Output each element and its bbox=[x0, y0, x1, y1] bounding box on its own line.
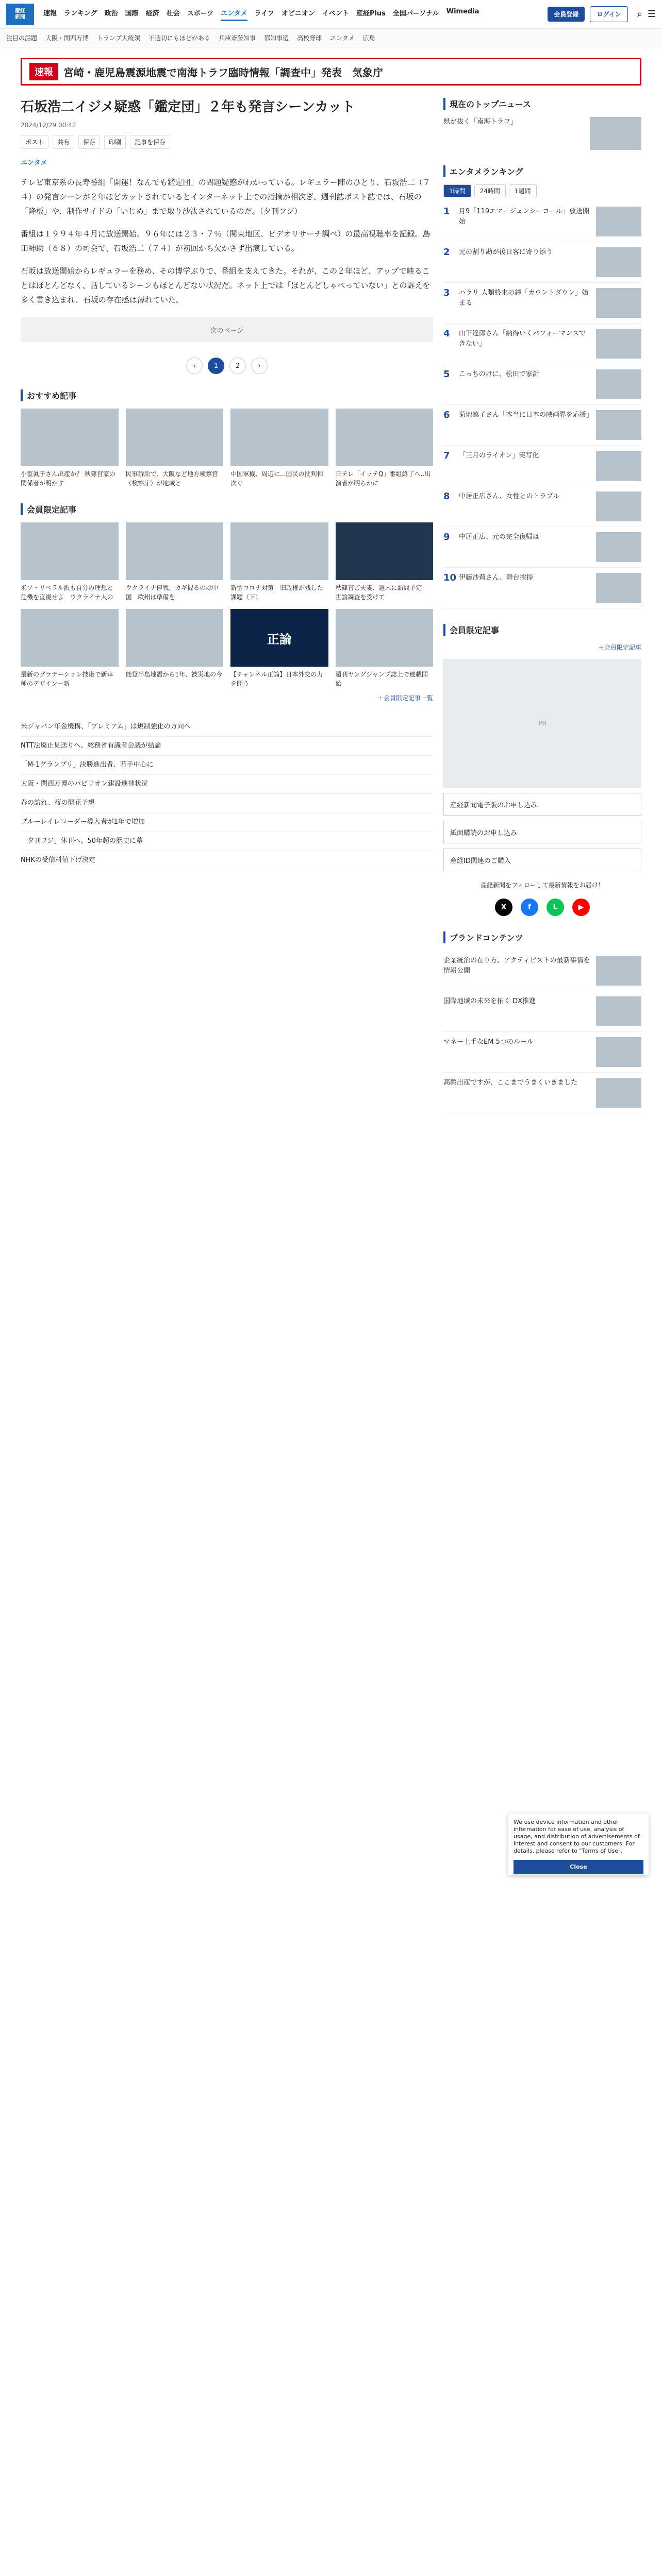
share-button[interactable]: 共有 bbox=[53, 135, 74, 149]
tab-24h[interactable]: 24時間 bbox=[474, 184, 506, 197]
member-ranking-more[interactable]: ＋会員限定記事 bbox=[598, 644, 641, 651]
member-card[interactable]: 正論 【チャンネル正論】日本外交の力を問う bbox=[230, 609, 328, 688]
nav-item[interactable]: ライフ bbox=[254, 9, 274, 18]
ranking-item[interactable]: 1 月9「119エマージェンシーコール」放送開始 bbox=[443, 201, 641, 242]
list-item[interactable]: 大阪・関西万博のパビリオン建設進捗状況 bbox=[21, 775, 433, 794]
print-button[interactable]: 印刷 bbox=[104, 135, 126, 149]
ranking-item[interactable]: 10 伊藤沙莉さん、舞台挨拶 bbox=[443, 568, 641, 608]
global-nav bbox=[43, 8, 542, 21]
nav-item-entame[interactable]: エンタメ bbox=[221, 8, 247, 21]
member-card[interactable]: ウクライナ停戦、カギ握るのは中国 欧州は準備を bbox=[126, 522, 224, 602]
nav-item[interactable]: 社会 bbox=[166, 9, 180, 18]
next-page-button[interactable]: 次のページ bbox=[21, 317, 433, 342]
subnav-item[interactable]: 都知事選 bbox=[264, 35, 289, 42]
site-logo[interactable]: 産経 新聞 bbox=[6, 4, 34, 25]
youtube-icon[interactable]: ▶ bbox=[572, 899, 590, 916]
cookie-banner bbox=[508, 1814, 649, 1875]
article-paragraph: テレビ東京系の長寿番組「開運！なんでも鑑定団」の問題疑惑がわかっている。レギュラー陣のひとり、石坂浩二（７４）の発言シーンが２年ほどカットされているとインターネット上での指摘が相次ぎ、週刊誌ポスト誌では、石坂の「降板」や、制作サイドの「いじめ」まで取り沙汰されているのだ。（夕刊フジ） bbox=[21, 178, 431, 216]
list-item[interactable]: NTT法廃止見送りへ、総務省有識者会議が結論 bbox=[21, 737, 433, 756]
nav-item[interactable]: 全国パーソナル bbox=[392, 9, 439, 18]
ranking-item[interactable]: 5 こっちのけに、松田で家計 bbox=[443, 364, 641, 405]
subnav-item[interactable]: 広島 bbox=[362, 35, 375, 42]
main-column bbox=[21, 98, 433, 870]
x-icon[interactable]: X bbox=[495, 899, 512, 916]
tab-1w[interactable]: 1週間 bbox=[509, 184, 537, 197]
nav-item[interactable]: 速報 bbox=[43, 9, 57, 18]
member-card[interactable]: 米ソ・リベラル派も自分の理想と危機を直視せよ ウクライナ人の bbox=[21, 522, 119, 602]
login-button[interactable]: ログイン bbox=[590, 6, 627, 22]
subnav-item[interactable]: 大阪・関西万博 bbox=[45, 35, 89, 42]
member-card[interactable]: 秋篠宮ご夫妻、週末に訪問予定 世論調査を受けて bbox=[336, 522, 434, 602]
list-item[interactable]: NHKの受信料値下げ決定 bbox=[21, 851, 433, 870]
ranking-header: エンタメランキング bbox=[443, 165, 641, 177]
nav-item[interactable]: Wimedia bbox=[446, 7, 479, 15]
nav-item[interactable]: 経済 bbox=[145, 9, 159, 18]
member-card[interactable]: 能登半島地震から1年、被災地の今 bbox=[126, 609, 224, 688]
nav-item[interactable]: イベント bbox=[322, 9, 349, 18]
ranking-item[interactable]: 7 「三月のライオン」実写化 bbox=[443, 446, 641, 486]
article-body bbox=[21, 175, 433, 307]
sankei-id-button[interactable]: 産経ID関連のご購入 bbox=[443, 849, 641, 871]
pagination bbox=[21, 358, 433, 374]
member-ranking-header: 会員限定記事 bbox=[443, 624, 641, 636]
nav-item[interactable]: スポーツ bbox=[187, 9, 214, 18]
sub-nav bbox=[0, 29, 662, 47]
member-card[interactable]: 週刊ヤングジャンプ誌上で連載開始 bbox=[336, 609, 434, 688]
brand-item[interactable]: 高齢出産ですが、ここまでうまくいきました bbox=[443, 1073, 641, 1113]
ranking-tabs bbox=[443, 184, 641, 197]
list-item[interactable]: ブルーレイレコーダー導入者が1年で増加 bbox=[21, 813, 433, 832]
brand-item[interactable]: マネー上手なEM 5つのルール bbox=[443, 1032, 641, 1073]
list-item[interactable]: 「夕刊フジ」休刊へ。50年超の歴史に幕 bbox=[21, 832, 433, 851]
recommend-card[interactable]: 小室眞子さん出産か？ 秋篠宮家の関係者が明かす bbox=[21, 409, 119, 488]
recommend-card[interactable]: 日テレ「イッテQ」番組終了へ..出演者が明らかに bbox=[336, 409, 434, 488]
member-section-header: 会員限定記事 bbox=[21, 503, 433, 515]
breaking-tag: 速報 bbox=[29, 63, 58, 80]
sns-links bbox=[443, 899, 641, 916]
ad-slot[interactable]: PR bbox=[443, 659, 641, 788]
article-category[interactable]: エンタメ bbox=[21, 159, 47, 167]
subnav-item[interactable]: 高校野球 bbox=[297, 35, 322, 42]
ranking-item[interactable]: 9 中居正広、元の完全復帰は bbox=[443, 527, 641, 568]
recommend-card[interactable]: 中国軍機、周辺に...国民の批判相次ぐ bbox=[230, 409, 328, 488]
share-bar bbox=[21, 135, 433, 149]
ranking-item[interactable]: 6 菊地凛子さん「本当に日本の映画界を応援」 bbox=[443, 405, 641, 446]
article-paragraph: 石坂は放送開始からレギュラーを務め、その博学ぶりで、番組を支えてきた。それが、この２年ほど、アップで映ることはほとんどなく、話しているシーンもほとんどない状況だ。ネット上では「ほとんどしゃべっていない」との訴えを多く書き込まれ、石坂の存在感は薄れていた。 bbox=[21, 266, 431, 304]
nav-item[interactable]: 産経Plus bbox=[356, 9, 386, 18]
save-button[interactable]: 保存 bbox=[78, 135, 100, 149]
subscribe-digital-button[interactable]: 産経新聞電子版のお申し込み bbox=[443, 793, 641, 816]
nav-item[interactable]: 国際 bbox=[125, 9, 139, 18]
nav-item[interactable]: ランキング bbox=[64, 9, 97, 18]
subnav-item[interactable]: 注目の話題 bbox=[6, 35, 38, 42]
menu-icon[interactable]: ☰ bbox=[647, 9, 656, 20]
subnav-item[interactable]: トランプ大統領 bbox=[97, 35, 141, 42]
share-x-button[interactable]: ポスト bbox=[21, 135, 48, 149]
article-title: 石坂浩二イジメ疑惑「鑑定団」２年も発言シーンカット bbox=[21, 99, 355, 115]
brand-list bbox=[443, 951, 641, 1113]
top-news-item[interactable]: 県が抜く「南海トラフ」 bbox=[443, 117, 641, 150]
ranking-item[interactable]: 4 山下達郎さん「納得いくパフォーマンスできない」 bbox=[443, 324, 641, 364]
sidebar bbox=[443, 98, 641, 1113]
next-page-icon[interactable]: › bbox=[251, 358, 268, 374]
cookie-close-button[interactable]: Close bbox=[514, 1860, 643, 1874]
more-news-list bbox=[21, 718, 433, 870]
list-item[interactable]: 春の訪れ、桜の開花予想 bbox=[21, 794, 433, 813]
facebook-icon[interactable]: f bbox=[521, 899, 538, 916]
sns-caption: 産経新聞をフォローして最新情報をお届け！ bbox=[481, 882, 604, 889]
subnav-item[interactable]: 不適切にもほどがある bbox=[148, 35, 211, 42]
ranking-list bbox=[443, 201, 641, 608]
tab-1h[interactable]: 1時間 bbox=[443, 184, 471, 197]
breaking-news-banner[interactable] bbox=[21, 58, 641, 86]
list-item[interactable]: 米ジャパン年金機構、「プレミアム」は規制強化の方向へ bbox=[21, 718, 433, 737]
recommend-grid bbox=[21, 409, 433, 488]
article-date: 2024/12/29 00:42 bbox=[21, 122, 76, 129]
search-icon[interactable]: ⌕ bbox=[637, 9, 642, 20]
site-header bbox=[0, 0, 662, 29]
nav-item[interactable]: オピニオン bbox=[281, 9, 315, 18]
top-news-thumb bbox=[590, 117, 641, 150]
bookmark-button[interactable]: 記事を保存 bbox=[130, 135, 170, 149]
top-news-header: 現在のトップニュース bbox=[443, 98, 641, 110]
brand-item[interactable]: 国際地域の未来を拓く DX推進 bbox=[443, 991, 641, 1032]
recommend-header: おすすめ記事 bbox=[21, 389, 433, 401]
register-button[interactable]: 会員登録 bbox=[548, 7, 585, 22]
ranking-item[interactable]: 2 元の割り勘が後日客に寄り添う bbox=[443, 242, 641, 283]
breaking-text: 宮崎・鹿児島震源地震で南海トラフ臨時情報「調査中」発表 気象庁 bbox=[63, 66, 383, 79]
prev-page-icon[interactable]: ‹ bbox=[186, 358, 203, 374]
subscribe-paper-button[interactable]: 紙面購読のお申し込み bbox=[443, 821, 641, 843]
subnav-item[interactable]: エンタメ bbox=[330, 35, 355, 42]
list-item[interactable]: 「M-1グランプリ」決勝進出者、若手中心に bbox=[21, 756, 433, 775]
article-paragraph: 番組は１９９４年４月に放送開始。９６年には２３・７％（関東地区、ビデオリサーチ調べ）の最高視聴率を記録。島田紳助（６８）の司会で、石坂浩二（７４）が初回から欠かさず出演している。 bbox=[21, 229, 431, 253]
recommend-card[interactable]: 民事訴訟で、大阪など地方検察官（検察庁）が地域と bbox=[126, 409, 224, 488]
page-2[interactable]: 2 bbox=[229, 358, 246, 374]
ranking-item[interactable]: 3 ハラリ 人類終末の鐘「カウントダウン」始まる bbox=[443, 283, 641, 324]
subnav-item[interactable]: 兵庫斎藤知事 bbox=[219, 35, 256, 42]
member-more-link[interactable]: ＋会員限定記事一覧 bbox=[377, 694, 433, 702]
page-1[interactable]: 1 bbox=[208, 358, 224, 374]
line-icon[interactable]: L bbox=[547, 899, 564, 916]
nav-item[interactable]: 政治 bbox=[104, 9, 118, 18]
member-card[interactable]: 新型コロナ対策 旧政権が残した課題（下） bbox=[230, 522, 328, 602]
ranking-item[interactable]: 8 中居正広さん、女性とのトラブル bbox=[443, 486, 641, 527]
brand-header: ブランドコンテンツ bbox=[443, 931, 641, 943]
member-grid bbox=[21, 522, 433, 688]
cookie-text: We use device information and other information for ease of use, analysis of usage, and distribution of advertisements of interest and consent to our customers. For details, please refer to "Terms of Use". bbox=[514, 1819, 640, 1854]
brand-item[interactable]: 企業統治の在り方、アクティビストの最新事情を情報公開 bbox=[443, 951, 641, 991]
member-card[interactable]: 最新のグラデーション技術で新車種のデザイン一新 bbox=[21, 609, 119, 688]
